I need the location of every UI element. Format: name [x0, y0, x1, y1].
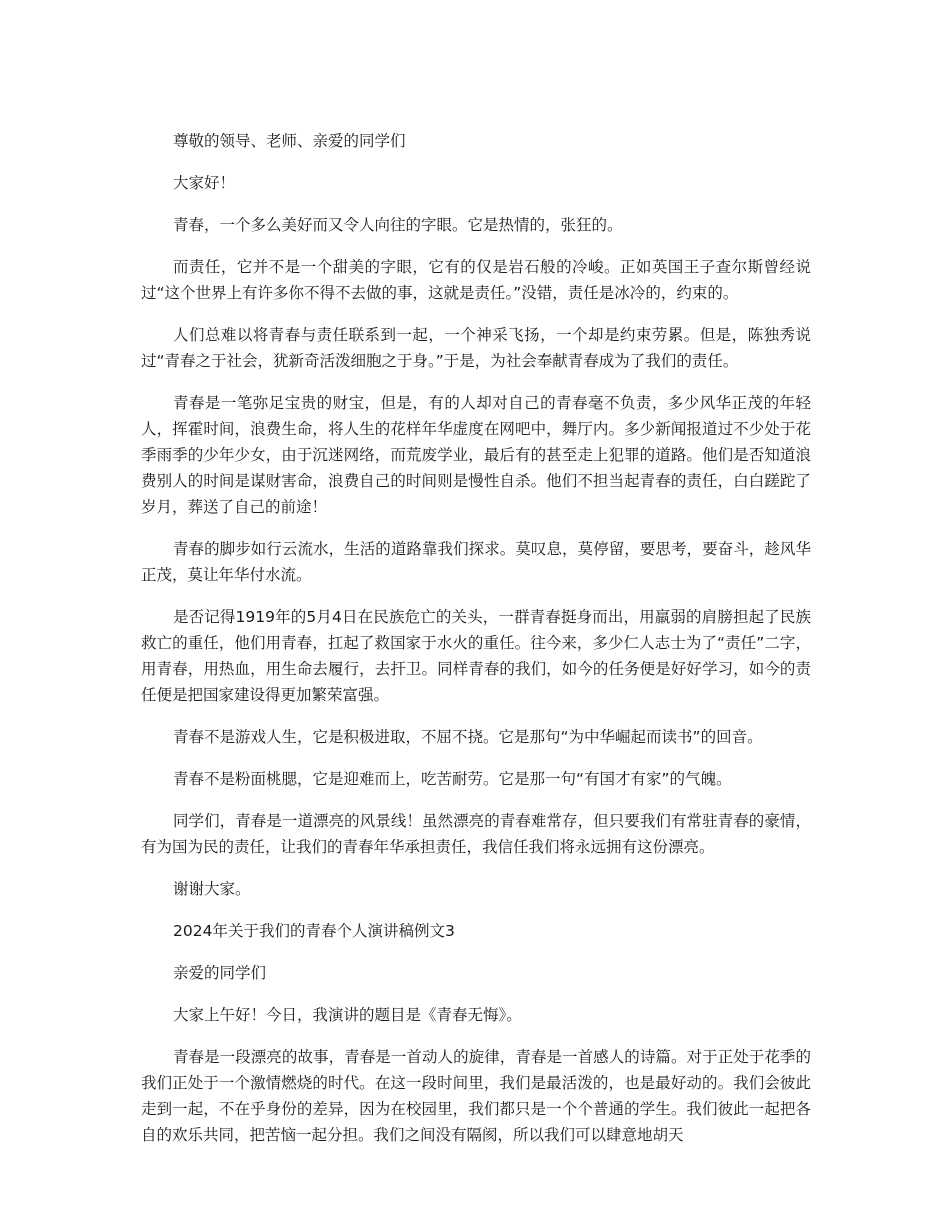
paragraph-youth-story: 青春是一段漂亮的故事，青春是一首动人的旋律，青春是一首感人的诗篇。对于正处于花季的我们正处于一个激情燃烧的时代。在这一段时间里，我们是最活泼的，也是最好动的。我们会彼此走到一起，不在乎身份的差异，因为在校园里，我们都只是一个个普通的学生。我们彼此一起把各自的欢乐共同，把苦恼一起分担。我们之间没有隔阂，所以我们可以肆意地胡天 — [141, 1048, 811, 1144]
paragraph-youth-steps: 青春的脚步如行云流水，生活的道路靠我们探求。莫叹息，莫停留，要思考，要奋斗，趁风华正茂，莫让年华付水流。 — [141, 540, 811, 584]
paragraph-thanks: 谢谢大家。 — [173, 880, 251, 898]
paragraph-wasted-youth: 青春是一笔弥足宝贵的财宝，但是，有的人却对自己的青春毫不负责，多少风华正茂的年轻人，挥霍时间，浪费生命，将人生的花样年华虚度在网吧中，舞厅内。多少新闻报道过不少处于花季雨季的少年少女，由于沉迷网络，而荒废学业，最后有的甚至走上犯罪的道路。他们是否知道浪费别人的时间是谋财害命，浪费自己的时间则是慢性自杀。他们不担当起青春的责任，白白蹉跎了岁月，葬送了自己的前途！ — [141, 394, 811, 516]
paragraph-may-fourth: 是否记得1919年的5月4日在民族危亡的关头，一群青春挺身而出，用羸弱的肩膀担起了民族救亡的重任，他们用青春，扛起了救国家于水火的重任。往今来，多少仁人志士为了“责任”二字，用青春，用热血，用生命去履行，去扞卫。同样青春的我们，如今的任务便是好好学习，如今的责任便是把国家建设得更加繁荣富强。 — [141, 608, 811, 704]
paragraph-topic: 大家上午好！今日，我演讲的题目是《青春无悔》。 — [173, 1006, 522, 1024]
paragraph-not-beauty: 青春不是粉面桃腮，它是迎难而上，吃苦耐劳。它是那一句“有国才有家”的气魄。 — [173, 770, 732, 788]
document-body — [141, 128, 811, 1164]
paragraph-not-game: 青春不是游戏人生，它是积极进取，不屈不挠。它是那句“为中华崛起而读书”的回音。 — [173, 728, 763, 746]
paragraph-salutation: 尊敬的领导、老师、亲爱的同学们 — [173, 132, 406, 150]
paragraph-greeting: 大家好！ — [173, 174, 236, 192]
paragraph-salutation-3: 亲爱的同学们 — [173, 964, 267, 982]
paragraph-youth-intro: 青春，一个多么美好而又令人向往的字眼。它是热情的，张狂的。 — [173, 216, 623, 234]
paragraph-classmates: 同学们，青春是一道漂亮的风景线！虽然漂亮的青春难常存，但只要我们有常驻青春的豪情，有为国为民的责任，让我们的青春年华承担责任，我信任我们将永远拥有这份漂亮。 — [141, 812, 811, 856]
paragraph-responsibility: 而责任，它并不是一个甜美的字眼，它有的仅是岩石般的冷峻。正如英国王子查尔斯曾经说过“这个世界上有许多你不得不去做的事，这就是责任。”没错，责任是冰冷的，约束的。 — [141, 258, 811, 302]
paragraph-chen-duxiu: 人们总难以将青春与责任联系到一起，一个神采飞扬，一个却是约束劳累。但是，陈独秀说过“青春之于社会，犹新奇活泼细胞之于身。”于是，为社会奉献青春成为了我们的责任。 — [141, 326, 811, 370]
section-heading-3: 2024年关于我们的青春个人演讲稿例文3 — [173, 922, 455, 940]
